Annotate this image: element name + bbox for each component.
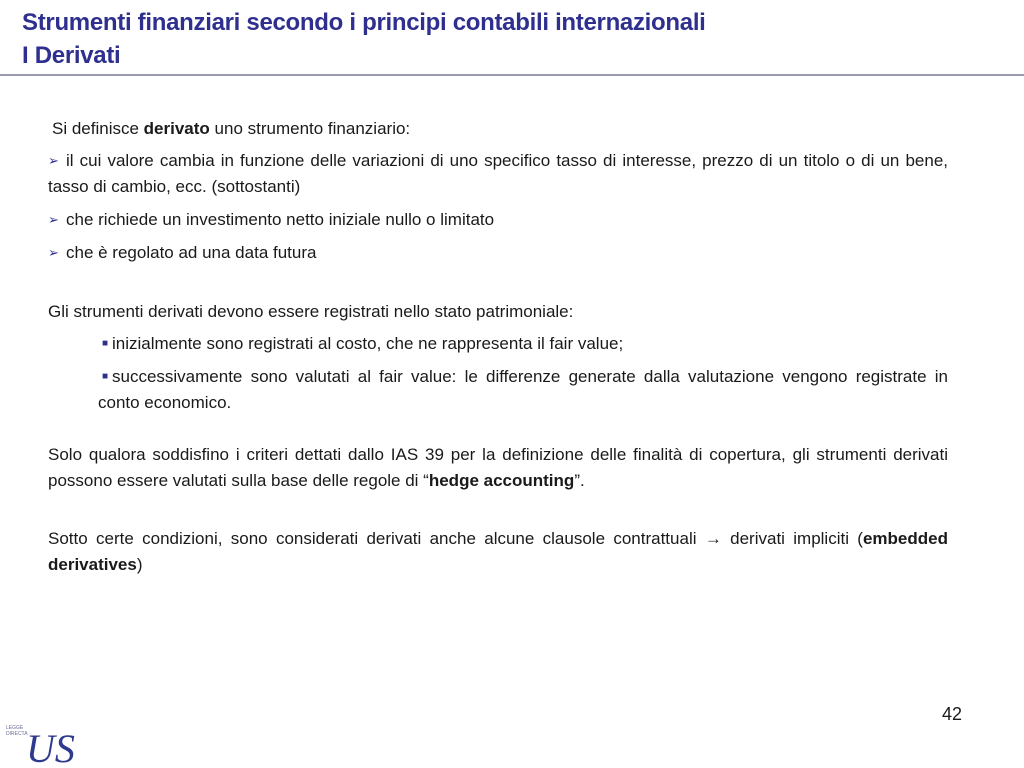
sub-list-item bbox=[98, 331, 948, 357]
title-line-1: Strumenti finanziari secondo i principi contabili internazionali bbox=[22, 9, 706, 36]
registration-intro: Gli strumenti derivati devono essere registrati nello stato patrimoniale: bbox=[48, 302, 574, 321]
square-bullet-icon: ■ bbox=[101, 371, 109, 382]
embedded-text-pre: Sotto certe condizioni, sono considerati derivati anche alcune clausole contrattuali bbox=[48, 529, 705, 548]
bullet-text: che richiede un investimento netto iniziale nullo o limitato bbox=[66, 210, 495, 229]
list-item bbox=[48, 207, 948, 233]
embedded-text-post: ) bbox=[136, 555, 143, 574]
sub-list bbox=[48, 331, 948, 416]
intro-text-pre: Si definisce bbox=[52, 119, 144, 138]
spacer bbox=[48, 500, 948, 526]
list-item bbox=[48, 148, 948, 200]
arrow-bullet-icon: ➢ bbox=[48, 153, 59, 168]
slide-title bbox=[22, 6, 1002, 72]
embedded-text-mid: derivati impliciti ( bbox=[721, 529, 863, 548]
list-item bbox=[48, 240, 948, 266]
hedge-term: hedge accounting bbox=[428, 471, 575, 490]
bullet-text: che è regolato ad una data futura bbox=[66, 243, 317, 262]
sub-list-item bbox=[98, 364, 948, 416]
university-logo bbox=[2, 716, 86, 768]
right-arrow-icon: → bbox=[704, 529, 722, 548]
intro-text-post: uno strumento finanziario: bbox=[209, 119, 411, 138]
bullet-text: il cui valore cambia in funzione delle variazioni di uno specifico tasso di interesse, prezzo di un titolo o di un bene, tasso di cambio, ecc. (sottostanti) bbox=[48, 151, 948, 196]
arrow-bullet-icon: ➢ bbox=[48, 212, 59, 227]
embedded-paragraph bbox=[48, 526, 948, 578]
hedge-text-pre: Solo qualora soddisfino i criteri dettati dallo IAS 39 per la definizione delle finalità di copertura, gli strumenti derivati possono essere valutati sulla base delle regole di “ bbox=[48, 445, 948, 490]
page-number: 42 bbox=[941, 704, 962, 724]
spacer bbox=[48, 273, 948, 299]
logo-caption: LEGGE bbox=[6, 725, 24, 731]
embedded-term: embedded derivatives bbox=[48, 529, 948, 574]
logo-letters: US bbox=[26, 726, 75, 768]
hedge-text-post: ”. bbox=[574, 471, 585, 490]
slide-body bbox=[48, 116, 948, 584]
intro-term: derivato bbox=[143, 119, 210, 138]
logo-caption-2: DIRECTA bbox=[6, 731, 28, 737]
arrow-bullet-icon: ➢ bbox=[48, 245, 59, 260]
square-bullet-icon: ■ bbox=[101, 338, 109, 349]
definition-intro bbox=[48, 116, 948, 142]
title-divider bbox=[0, 74, 1024, 76]
sub-bullet-text: successivamente sono valutati al fair value: le differenze generate dalla valutazione vengono registrate in conto economico. bbox=[98, 367, 948, 412]
sub-bullet-text: inizialmente sono registrati al costo, che ne rappresenta il fair value; bbox=[112, 334, 624, 353]
hedge-paragraph bbox=[48, 442, 948, 494]
title-line-2: I Derivati bbox=[22, 42, 121, 69]
